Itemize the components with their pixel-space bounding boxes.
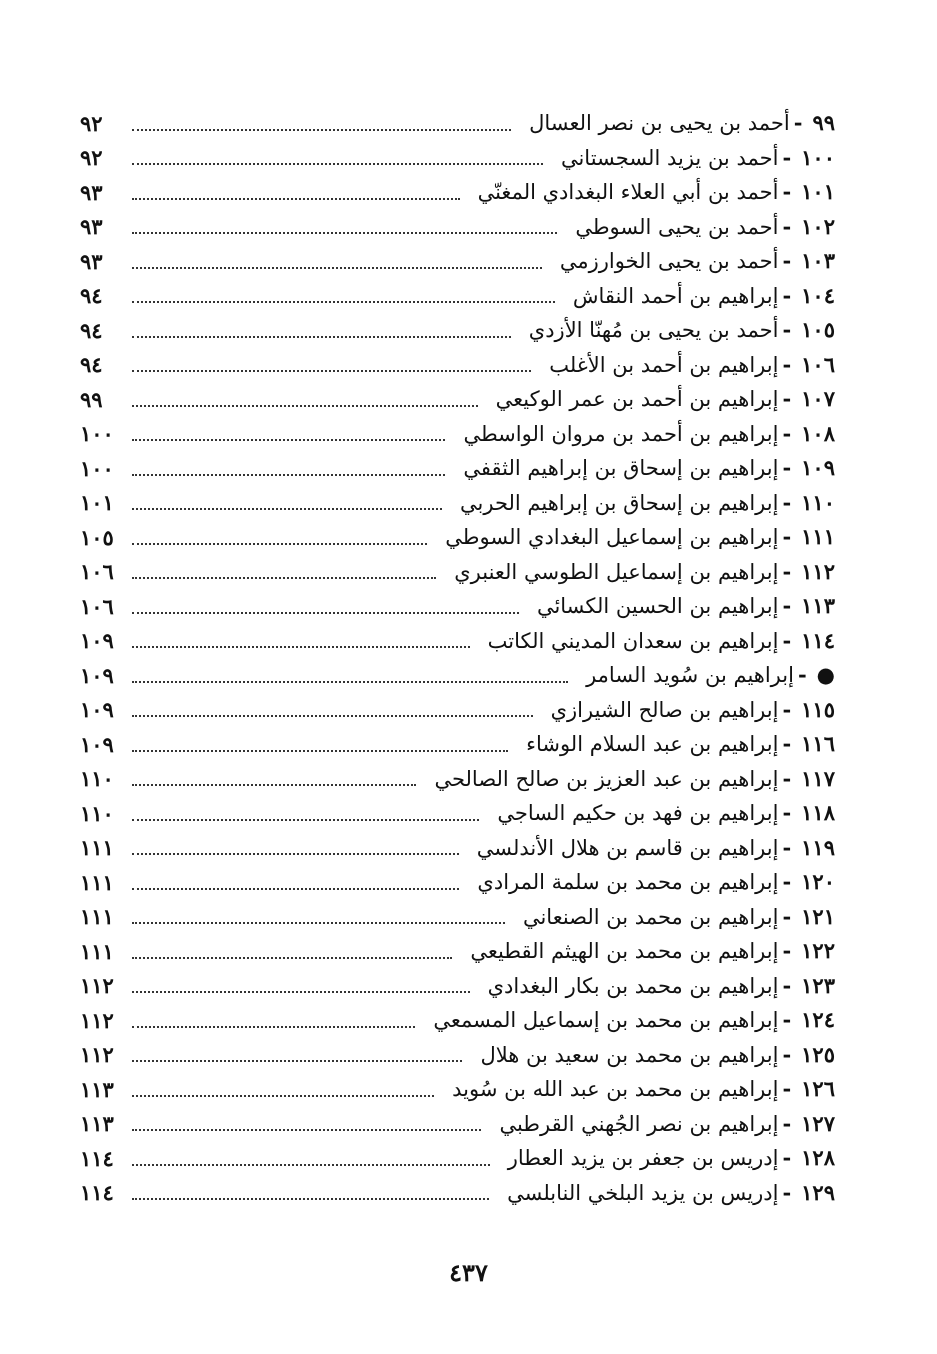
toc-entry-page: ١١٠	[80, 766, 114, 792]
dot-leader	[132, 1163, 490, 1166]
toc-entry-separator: -	[782, 317, 792, 343]
toc-entry-name: إبراهيم بن أحمد بن الأغلب	[549, 352, 779, 377]
toc-entry	[80, 589, 835, 624]
toc-entry-number: ١١٨	[801, 800, 835, 826]
toc-entry-name: إبراهيم بن محمد بن بكار البغدادي	[487, 973, 779, 998]
toc-entry-separator: -	[782, 834, 792, 860]
toc-entry	[80, 417, 835, 452]
toc-entry-title	[513, 903, 835, 929]
toc-entry-number: ١٠١	[801, 179, 835, 205]
toc-entry-separator: -	[782, 144, 792, 170]
toc-entry-number: ١٠٣	[801, 248, 835, 274]
dot-leader	[132, 369, 531, 372]
toc-entry-title	[527, 595, 835, 617]
toc-entry-title	[563, 282, 835, 308]
toc-entry-separator: -	[782, 213, 792, 239]
toc-entry-separator: -	[782, 1110, 792, 1136]
toc-entry-page: ٩٢	[80, 110, 103, 136]
toc-entry-page: ١١٤	[80, 1145, 114, 1171]
toc-entry-number: ١٢٧	[801, 1110, 835, 1136]
toc-entry-number: ١١١	[801, 524, 835, 550]
toc-entry-separator: -	[782, 765, 792, 791]
toc-entry-separator: -	[782, 800, 792, 826]
toc-entry	[80, 520, 835, 555]
toc-entry-name: إبراهيم بن محمد بن سعيد بن هلال	[480, 1042, 779, 1067]
toc-entry	[80, 1072, 835, 1107]
toc-entry-number: ١٠٦	[801, 351, 835, 377]
toc-entry-title	[550, 250, 835, 272]
toc-entry-number: ٩٩	[812, 110, 835, 136]
dot-leader	[132, 852, 459, 855]
toc-entry-separator: -	[782, 731, 792, 757]
toc-entry-separator: -	[782, 386, 792, 412]
toc-entry-name: إبراهيم بن الحسين الكسائي	[536, 594, 779, 619]
toc-entry-page: ١٠٩	[80, 628, 114, 654]
toc-entry-page: ١٠٩	[80, 662, 114, 688]
toc-entry-number: ١٠٤	[801, 282, 835, 308]
toc-entry-page: ٩٤	[80, 283, 103, 309]
toc-entry-title	[576, 664, 835, 686]
dot-leader	[132, 1059, 462, 1062]
dot-leader	[132, 542, 427, 545]
toc-entry	[80, 1176, 835, 1211]
toc-entry-number: ١٢٦	[801, 1076, 835, 1102]
toc-entry-separator: -	[793, 110, 803, 136]
toc-entry-page: ١١٤	[80, 1180, 114, 1206]
toc-entry-page: ١١١	[80, 869, 114, 895]
toc-entry	[80, 934, 835, 969]
toc-entry-name: إبراهيم بن عبد السلام الوشاء	[526, 732, 779, 757]
toc-entry-name: إبراهيم بن محمد بن عبد الله بن سُويد	[452, 1077, 779, 1102]
dot-leader	[132, 266, 542, 269]
toc-entry-name: أحمد بن يحيى الخوارزمي	[559, 249, 779, 274]
toc-entry	[80, 313, 835, 348]
dot-leader	[132, 197, 460, 200]
toc-entry	[80, 727, 835, 762]
toc-entry-number: ١١٦	[801, 731, 835, 757]
toc-entry-page: ١١١	[80, 835, 114, 861]
toc-entry-title	[516, 733, 835, 755]
toc-entry-separator: -	[782, 524, 792, 550]
toc-entry-separator: -	[782, 1076, 792, 1102]
toc-entry-page: ٩٩	[80, 386, 103, 412]
toc-entry-page: ٩٤	[80, 352, 103, 378]
toc-entry	[80, 969, 835, 1004]
dot-leader	[132, 783, 416, 786]
toc-entry-title	[519, 319, 835, 341]
dot-leader	[132, 128, 511, 131]
toc-entry-number: ١٠٢	[801, 213, 835, 239]
toc-entry-name: أحمد بن يزيد السجستاني	[560, 145, 779, 170]
toc-entry-name: أحمد بن يحيى السوطي	[575, 214, 779, 239]
toc-entry-title	[486, 388, 835, 410]
toc-entry-page: ١٠٩	[80, 697, 114, 723]
dot-leader	[132, 818, 479, 821]
toc-entry-page: ١٠٦	[80, 559, 114, 585]
dot-leader	[132, 231, 557, 234]
toc-entry	[80, 658, 835, 693]
toc-entry-title	[467, 834, 835, 860]
toc-entry-number: ١١٤	[801, 627, 835, 653]
toc-entry-name: إبراهيم بن إسحاق بن إبراهيم الحربي	[460, 490, 779, 515]
toc-entry-separator: -	[782, 696, 792, 722]
toc-entry-title	[497, 1179, 835, 1205]
toc-entry-separator: -	[782, 455, 792, 481]
toc-entry-page: ١٠٥	[80, 524, 114, 550]
toc-entry	[80, 1107, 835, 1142]
toc-entry-page: ١١٢	[80, 973, 114, 999]
toc-entry-page: ٩٣	[80, 214, 103, 240]
toc-entry-title	[423, 1009, 835, 1031]
toc-entry-separator: -	[782, 869, 792, 895]
toc-entry-title	[453, 457, 835, 479]
toc-entry	[80, 141, 835, 176]
toc-entry-number: ١١٢	[801, 558, 835, 584]
toc-entry	[80, 762, 835, 797]
toc-entry-number: ١٠٥	[801, 317, 835, 343]
toc-entry-page: ١١٣	[80, 1076, 114, 1102]
toc-entry-title	[442, 1078, 835, 1100]
toc-entry-name: إبراهيم بن فهد بن حكيم الساجي	[497, 801, 779, 826]
toc-entry-name: إبراهيم بن إسماعيل البغدادي السوطي	[445, 525, 779, 550]
toc-entry-name: إبراهيم بن صالح الشيرازي	[550, 697, 779, 722]
dot-leader	[132, 921, 505, 924]
toc-entry-page: ١٠٦	[80, 593, 114, 619]
toc-entry-title	[453, 420, 835, 446]
toc-entry-separator: -	[782, 420, 792, 446]
dot-leader	[132, 990, 470, 993]
toc-entry	[80, 1038, 835, 1073]
toc-entry-number: ١٠٩	[801, 455, 835, 481]
dot-leader	[132, 1197, 489, 1200]
toc-entry-separator: -	[782, 938, 792, 964]
toc-entry-title	[551, 144, 835, 170]
toc-entry-number: ١٠٧	[801, 386, 835, 412]
toc-entry-name: إبراهيم بن أحمد بن عمر الوكيعي	[495, 387, 779, 412]
table-of-contents	[80, 106, 835, 1210]
toc-entry-title	[450, 489, 835, 515]
toc-entry-page: ٩٢	[80, 145, 103, 171]
toc-entry	[80, 831, 835, 866]
toc-entry-name: إبراهيم بن عبد العزيز بن صالح الصالحي	[434, 766, 779, 791]
dot-leader	[132, 956, 452, 959]
toc-entry-name: أحمد بن يحيى بن نصر العسال	[529, 111, 790, 136]
toc-entry-title	[565, 213, 835, 239]
toc-entry-number: ١١٥	[801, 696, 835, 722]
toc-entry-separator: -	[782, 351, 792, 377]
toc-entry-number: ١٠٨	[801, 420, 835, 446]
toc-entry-number: ١١٩	[801, 834, 835, 860]
toc-entry	[80, 382, 835, 417]
toc-entry-page: ١١٢	[80, 1007, 114, 1033]
dot-leader	[132, 438, 445, 441]
dot-leader	[132, 1094, 434, 1097]
toc-entry-name: إدريس بن جعفر بن يزيد العطار	[507, 1146, 779, 1171]
toc-entry-title	[444, 558, 835, 584]
dot-leader	[132, 335, 511, 338]
toc-entry-title	[478, 627, 835, 653]
toc-entry-page: ١٠٩	[80, 731, 114, 757]
toc-entry	[80, 486, 835, 521]
dot-leader	[132, 507, 442, 510]
toc-entry-number: ١٢٣	[801, 972, 835, 998]
dot-leader	[132, 473, 445, 476]
toc-entry	[80, 451, 835, 486]
toc-entry-number: ١٢٤	[801, 1007, 835, 1033]
toc-entry	[80, 900, 835, 935]
dot-leader	[132, 749, 508, 752]
toc-entry-page: ١١١	[80, 938, 114, 964]
toc-entry-separator: -	[797, 662, 807, 688]
toc-entry-name: إبراهيم بن سُويد السامر	[586, 663, 794, 688]
toc-entry-page: ٩٣	[80, 179, 103, 205]
toc-entry-number: ١٢٥	[801, 1041, 835, 1067]
toc-entry	[80, 244, 835, 279]
toc-entry	[80, 865, 835, 900]
toc-entry-separator: -	[782, 489, 792, 515]
toc-entry	[80, 624, 835, 659]
toc-entry-page: ١٠٠	[80, 421, 114, 447]
toc-entry	[80, 279, 835, 314]
dot-leader	[132, 1025, 415, 1028]
toc-entry-title	[424, 765, 835, 791]
toc-entry	[80, 1141, 835, 1176]
toc-entry-separator: -	[782, 903, 792, 929]
toc-entry-title	[489, 1110, 835, 1136]
dot-leader	[132, 300, 555, 303]
toc-entry-number: ١١٧	[801, 765, 835, 791]
toc-entry-name: إبراهيم بن إسماعيل الطوسي العنبري	[454, 559, 779, 584]
toc-entry-name: إبراهيم بن أحمد النقاش	[572, 283, 779, 308]
toc-entry-name: إبراهيم بن أحمد بن مروان الواسطي	[463, 421, 779, 446]
toc-entry-name: إبراهيم بن محمد بن سلمة المرادي	[477, 870, 779, 895]
toc-entry-title	[539, 351, 835, 377]
page-number: ٤٣٧	[449, 1258, 488, 1287]
dot-leader	[132, 162, 543, 165]
toc-entry-separator: -	[782, 1007, 792, 1033]
toc-entry-number: ١٢٢	[801, 938, 835, 964]
toc-entry-name: أحمد بن يحيى بن مُهنّا الأزدي	[528, 318, 779, 343]
toc-entry	[80, 693, 835, 728]
toc-entry-name: أحمد بن أبي العلاء البغدادي المغنّي	[477, 180, 779, 205]
toc-entry-page: ١١٢	[80, 1042, 114, 1068]
toc-entry-name: إبراهيم بن محمد بن الهيثم القطيعي	[470, 939, 779, 964]
dot-leader	[132, 887, 459, 890]
toc-entry-name: إبراهيم بن إسحاق بن إبراهيم الثقفي	[463, 456, 779, 481]
toc-entry-name: إبراهيم بن نصر الجُهني القرطبي	[499, 1111, 779, 1136]
dot-leader	[132, 576, 436, 579]
toc-entry-page: ١١٠	[80, 800, 114, 826]
toc-entry-separator: -	[782, 1145, 792, 1171]
toc-entry-number: ١١٠	[801, 489, 835, 515]
dot-leader	[132, 404, 478, 407]
toc-entry-separator: -	[782, 558, 792, 584]
toc-entry-separator: -	[782, 282, 792, 308]
toc-entry-separator: -	[782, 593, 792, 619]
toc-entry-page: ١١٣	[80, 1111, 114, 1137]
toc-entry-number: ١٢٩	[801, 1179, 835, 1205]
toc-entry-name: إدريس بن يزيد البلخي النابلسي	[507, 1180, 779, 1205]
toc-entry-number: ١٠٠	[801, 144, 835, 170]
toc-entry-name: إبراهيم بن سعدان المديني الكاتب	[487, 628, 779, 653]
toc-entry-number: ١٢٠	[801, 869, 835, 895]
toc-entry-separator: -	[782, 972, 792, 998]
toc-entry	[80, 210, 835, 245]
toc-entry-title	[470, 1041, 835, 1067]
toc-entry-name: إبراهيم بن قاسم بن هلال الأندلسي	[476, 835, 779, 860]
toc-entry-separator: -	[782, 1041, 792, 1067]
toc-entry	[80, 555, 835, 590]
toc-entry-page: ٩٤	[80, 317, 103, 343]
dot-leader	[132, 714, 533, 717]
toc-entry-page: ٩٣	[80, 248, 103, 274]
toc-entry-name: إبراهيم بن محمد بن الصنعاني	[522, 904, 779, 929]
toc-entry-separator: -	[782, 1179, 792, 1205]
toc-entry-title	[519, 112, 835, 134]
toc-entry-separator: -	[782, 627, 792, 653]
toc-entry-title	[460, 940, 835, 962]
dot-leader	[132, 1128, 481, 1131]
toc-entry	[80, 106, 835, 141]
toc-entry-name: إبراهيم بن محمد بن إسماعيل المسمعي	[433, 1008, 779, 1033]
toc-entry-number: ١١٣	[801, 593, 835, 619]
toc-entry-number: ●	[816, 662, 835, 688]
toc-entry	[80, 175, 835, 210]
toc-entry-separator: -	[782, 179, 792, 205]
toc-entry-title	[435, 526, 835, 548]
dot-leader	[132, 611, 519, 614]
toc-entry-page: ١٠٠	[80, 455, 114, 481]
toc-entry-title	[467, 871, 835, 893]
dot-leader	[132, 680, 568, 683]
toc-entry-title	[478, 972, 835, 998]
toc-entry-title	[487, 802, 835, 824]
toc-entry-page: ١٠١	[80, 490, 114, 516]
toc-entry-page: ١١١	[80, 904, 114, 930]
toc-entry-separator: -	[782, 248, 792, 274]
toc-entry-number: ١٢١	[801, 903, 835, 929]
toc-entry	[80, 796, 835, 831]
toc-entry	[80, 1003, 835, 1038]
toc-entry-number: ١٢٨	[801, 1145, 835, 1171]
toc-entry-title	[541, 696, 835, 722]
toc-entry-title	[498, 1147, 835, 1169]
toc-entry	[80, 348, 835, 383]
toc-entry-title	[468, 181, 835, 203]
dot-leader	[132, 645, 470, 648]
